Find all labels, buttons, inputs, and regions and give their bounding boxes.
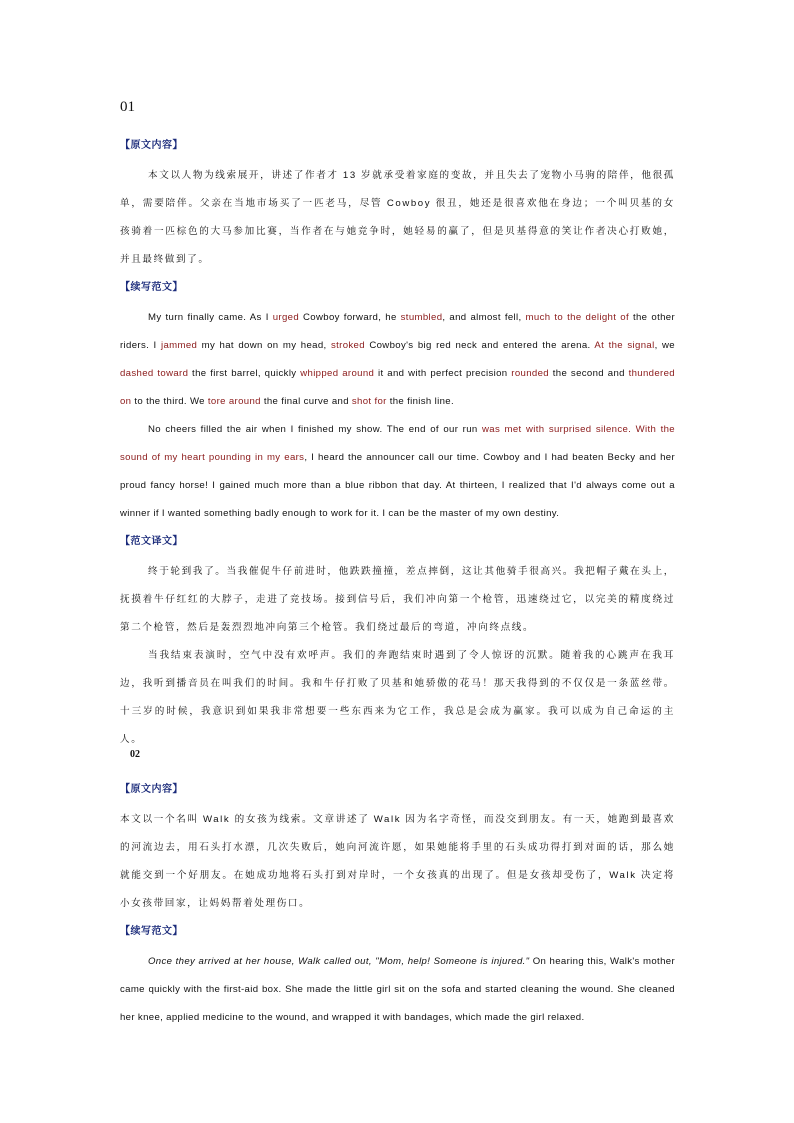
heading-model-essay: 【续写范文】	[120, 282, 183, 293]
heading-original-content: 【原文内容】	[120, 140, 183, 151]
essay-text: No cheers filled the air when I finished my show. The end of our run	[148, 424, 482, 435]
essay-text: my hat down on my head,	[197, 340, 331, 351]
highlighted-phrase: dashed toward	[120, 368, 189, 379]
highlighted-phrase: was met with surprised silence. With the sound of my heart pounding in my ears	[120, 424, 675, 463]
highlighted-phrase: urged	[272, 312, 300, 323]
highlighted-phrase: At the signal	[594, 340, 655, 351]
essay-text: the other riders. I	[120, 312, 675, 351]
essay-text: the second and	[548, 368, 629, 379]
essay-text: the final curve and	[260, 396, 352, 407]
essay-text: it and with perfect precision	[374, 368, 512, 379]
highlighted-phrase: stumbled	[400, 312, 443, 323]
dialogue-text: Once they arrived at her house, Walk called out, "Mom, help! Someone is injured."	[148, 956, 530, 967]
essay-paragraph-1	[120, 948, 675, 1032]
essay-text: to the third. We	[131, 396, 208, 407]
highlighted-phrase: stroked	[330, 340, 365, 351]
essay-text: the first barrel, quickly	[188, 368, 301, 379]
document-page	[120, 98, 675, 1032]
highlighted-phrase: rounded	[511, 368, 549, 379]
translation-paragraph-1: 终于轮到我了。当我催促牛仔前进时，他跌跌撞撞，差点摔倒，这让其他骑手很高兴。我把帽子戴在头上，抚摸着牛仔红红的大脖子，走进了竞技场。接到信号后，我们冲向第一个枪管，迅速绕过它，以完美的精度绕过第二个枪管，然后是轰烈烈地冲向第三个枪管。我们绕过最后的弯道，冲向终点线。	[120, 566, 675, 633]
essay-text: , we	[654, 340, 675, 351]
essay-text: , and almost fell,	[442, 312, 526, 323]
summary-paragraph: 本文以人物为线索展开，讲述了作者才 13 岁就承受着家庭的变故，并且失去了宠物小马驹的陪伴，他很孤单，需要陪伴。父亲在当地市场买了一匹老马，尽管 Cowboy 很丑，她还是很喜欢他在身边；一个叫贝基的女孩骑着一匹棕色的大马参加比赛，当作者在与她竞争时，她轻易的赢了，但是贝基得意的笑让作者决心打败她，并且最终做到了。	[120, 170, 675, 265]
highlighted-phrase: whipped around	[300, 368, 375, 379]
essay-paragraph-2	[120, 416, 675, 528]
heading-original-content: 【原文内容】	[120, 784, 183, 795]
highlighted-phrase: jammed	[160, 340, 198, 351]
section-number: 01	[120, 99, 135, 115]
essay-text: , I heard the announcer call our time. Cowboy and I had beaten Becky and her proud fancy horse! I gained much more than a blue ribbon that day. At thirteen, I realized that I'd always come out a winner if I wanted something badly enough to work for it. I can be the master of my own destiny.	[120, 452, 676, 519]
summary-paragraph: 本文以一个名叫 Walk 的女孩为线索。文章讲述了 Walk 因为名字奇怪，而没交到朋友。有一天，她跑到最喜欢的河流边去，用石头打水漂，几次失败后，她向河流许愿，如果她能将手里的石头成功得打到对面的话，那么她就能交到一个好朋友。在她成功地将石头打到对岸时，一个女孩真的出现了。但是女孩却受伤了，Walk 决定将小女孩带回家，让妈妈帮着处理伤口。	[120, 814, 675, 909]
essay-text: Cowboy forward, he	[299, 312, 401, 323]
heading-translation: 【范文译文】	[120, 536, 183, 547]
essay-text: the finish line.	[386, 396, 454, 407]
highlighted-phrase: shot for	[351, 396, 387, 407]
essay-text: On hearing this, Walk's mother came quickly with the first-aid box. She made the little girl sit on the sofa and started cleaning the wound. She cleaned her knee, applied medicine to the wound, and wrapped it with bandages, which made the girl relaxed.	[120, 956, 675, 1023]
essay-text: Cowboy's big red neck and entered the arena.	[364, 340, 595, 351]
translation-paragraph-2: 当我结束表演时，空气中没有欢呼声。我们的奔跑结束时遇到了令人惊讶的沉默。随着我的心跳声在我耳边，我听到播音员在叫我们的时间。我和牛仔打败了贝基和她骄傲的花马！那天我得到的不仅仅是一条蓝丝带。十三岁的时候，我意识到如果我非常想要一些东西来为它工作，我总是会成为赢家。我可以成为自己命运的主人。	[120, 650, 675, 745]
essay-paragraph-1	[120, 304, 675, 416]
essay-text: My turn finally came. As I	[148, 312, 273, 323]
heading-model-essay: 【续写范文】	[120, 926, 183, 937]
section-number: 02	[130, 749, 140, 760]
highlighted-phrase: tore around	[207, 396, 261, 407]
highlighted-phrase: much to the delight of	[525, 312, 629, 323]
highlighted-phrase: thundered on	[120, 368, 675, 407]
